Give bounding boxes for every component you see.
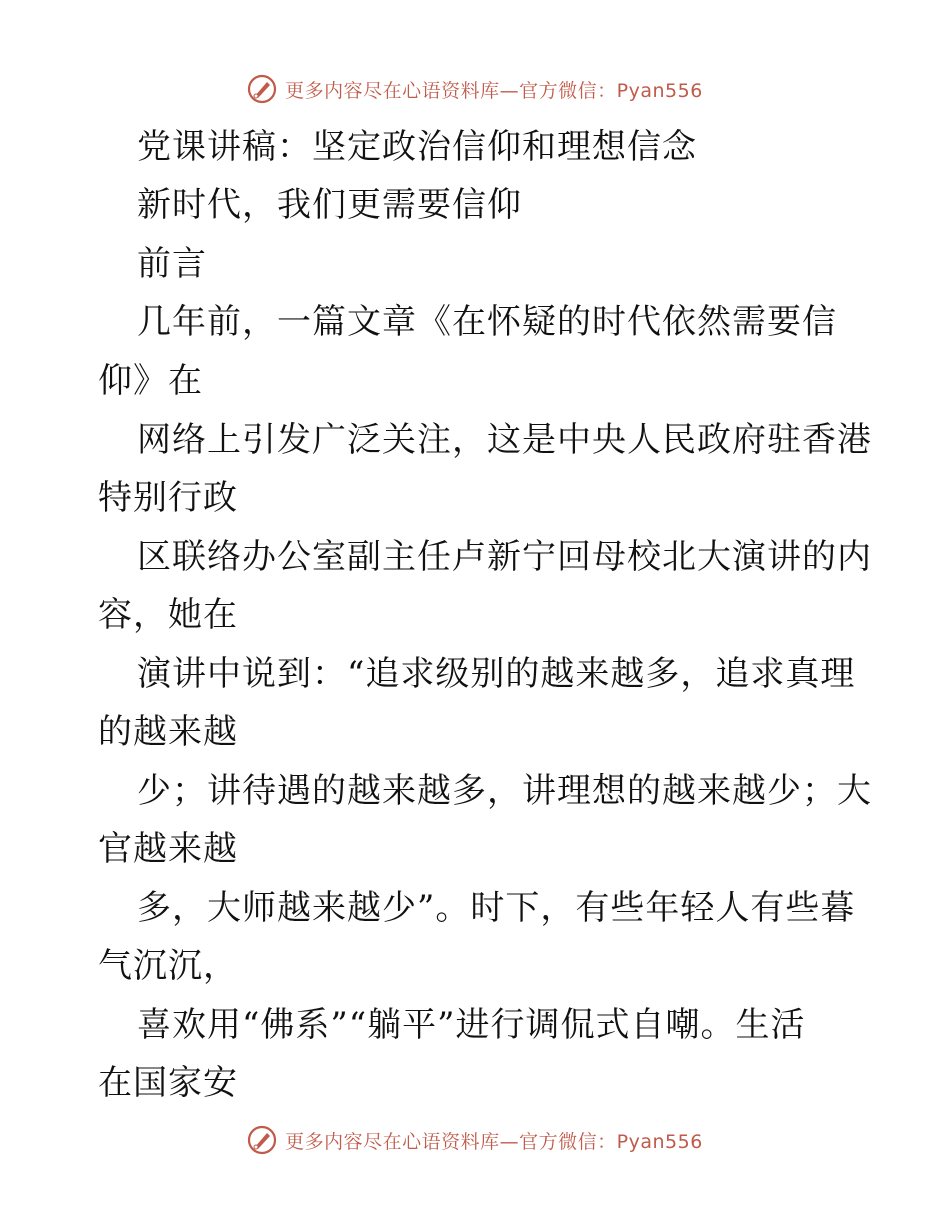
pen-nib-icon — [247, 74, 277, 104]
paragraph-line: 少；讲待遇的越来越多，讲理想的越来越少；大 — [137, 771, 872, 811]
paragraph-line: 气沉沉， — [98, 946, 238, 986]
header-watermark — [0, 74, 950, 104]
paragraph-line: 的越来越 — [98, 712, 238, 752]
paragraph-line: 多，大师越来越少”。时下，有些年轻人有些暮 — [137, 888, 856, 928]
document-subtitle: 新时代，我们更需要信仰 — [137, 185, 522, 225]
pen-nib-icon — [247, 1125, 277, 1155]
paragraph-line: 几年前，一篇文章《在怀疑的时代依然需要信 — [137, 302, 837, 342]
paragraph-line: 演讲中说到：“追求级别的越来越多，追求真理 — [137, 654, 856, 694]
paragraph-line: 仰》在 — [98, 361, 203, 401]
footer-watermark — [0, 1125, 950, 1155]
watermark-text: 更多内容尽在心语资料库—官方微信：Pyan556 — [285, 79, 703, 102]
paragraph-line: 网络上引发广泛关注，这是中央人民政府驻香港 — [137, 420, 872, 460]
watermark-text: 更多内容尽在心语资料库—官方微信：Pyan556 — [285, 1130, 703, 1153]
section-heading-preface: 前言 — [137, 244, 207, 284]
paragraph-line: 喜欢用“佛系”“躺平”进行调侃式自嘲。生活 — [137, 1005, 806, 1045]
document-title: 党课讲稿：坚定政治信仰和理想信念 — [137, 127, 697, 167]
paragraph-line: 在国家安 — [98, 1063, 238, 1103]
paragraph-line: 区联络办公室副主任卢新宁回母校北大演讲的内 — [137, 537, 872, 577]
paragraph-line: 官越来越 — [98, 829, 238, 869]
paragraph-line: 特别行政 — [98, 478, 238, 518]
paragraph-line: 容，她在 — [98, 595, 238, 635]
